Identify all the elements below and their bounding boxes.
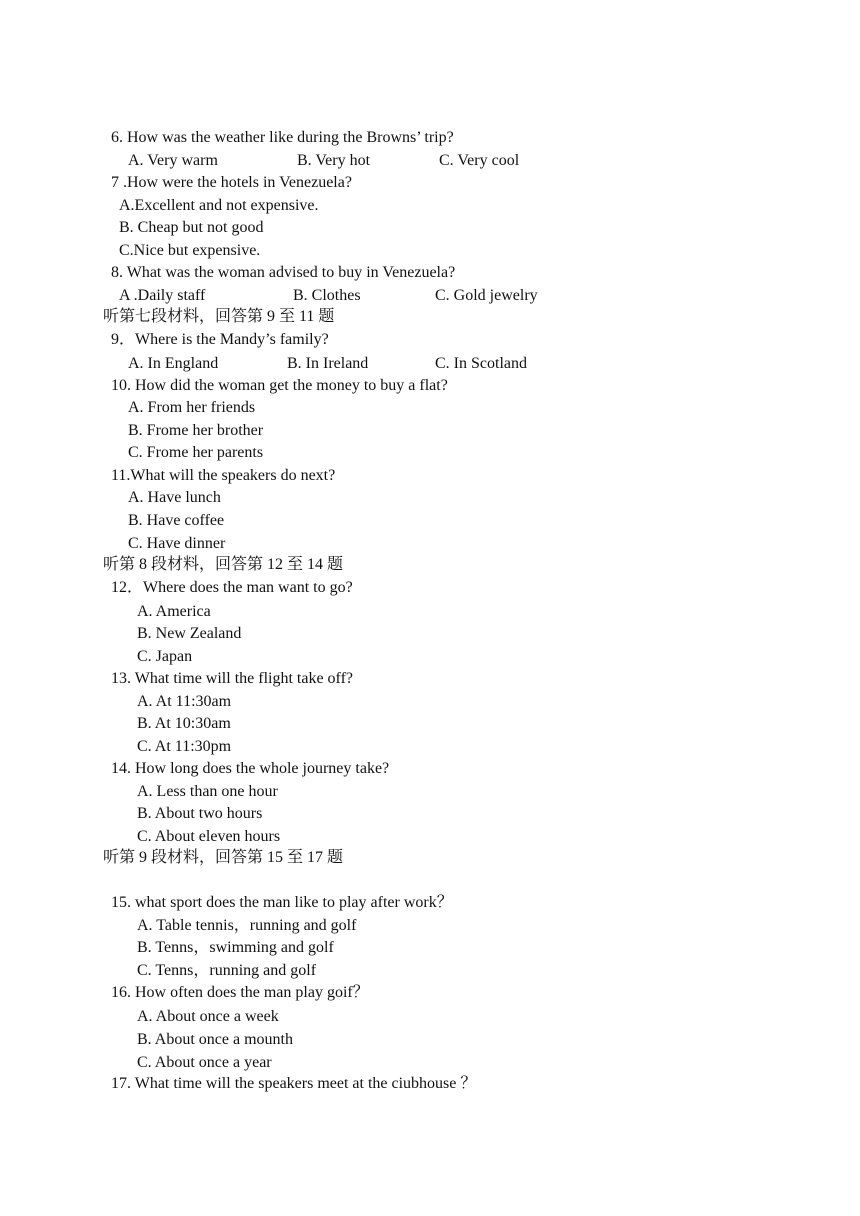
option-12c: C. Japan — [137, 648, 193, 665]
option-8c: C. Gold jewelry — [435, 287, 538, 304]
option-11c: C. Have dinner — [128, 535, 226, 552]
question-13: 13. What time will the flight take off? — [111, 670, 354, 687]
option-6c: C. Very cool — [439, 152, 520, 169]
question-12: 12．Where does the man want to go? — [111, 579, 353, 596]
option-9c: C. In Scotland — [435, 355, 527, 372]
option-16c: C. About once a year — [137, 1054, 272, 1071]
option-10a: A. From her friends — [128, 399, 256, 416]
option-12b: B. New Zealand — [137, 625, 242, 642]
option-10b: B. Frome her brother — [128, 422, 264, 439]
option-14a: A. Less than one hour — [137, 783, 278, 800]
option-11a: A. Have lunch — [128, 489, 221, 506]
question-15: 15. what sport does the man like to play after work？ — [111, 894, 453, 911]
section-heading-9: 听第 9 段材料，回答第 15 至 17 题 — [103, 849, 344, 866]
option-12a: A. America — [137, 603, 211, 620]
option-16a: A. About once a week — [137, 1008, 279, 1025]
option-6a: A. Very warm — [128, 152, 218, 169]
question-14: 14. How long does the whole journey take? — [111, 760, 390, 777]
option-8a: A .Daily staff — [119, 287, 206, 304]
question-11: 11.What will the speakers do next? — [111, 467, 336, 484]
option-9a: A. In England — [128, 355, 219, 372]
question-7: 7 .How were the hotels in Venezuela? — [111, 174, 352, 191]
option-15a: A. Table tennis，running and golf — [137, 917, 357, 934]
section-heading-7: 听第七段材料，回答第 9 至 11 题 — [103, 308, 335, 325]
option-7a: A.Excellent and not expensive. — [119, 197, 319, 214]
option-14c: C. About eleven hours — [137, 828, 281, 845]
option-7b: B. Cheap but not good — [119, 219, 264, 236]
option-8b: B. Clothes — [293, 287, 361, 304]
question-6: 6. How was the weather like during the Browns’ trip? — [111, 129, 454, 146]
option-15c: C. Tenns，running and golf — [137, 962, 317, 979]
option-16b: B. About once a mounth — [137, 1031, 293, 1048]
section-heading-8: 听第 8 段材料，回答第 12 至 14 题 — [103, 556, 344, 573]
option-11b: B. Have coffee — [128, 512, 225, 529]
question-10: 10. How did the woman get the money to buy a flat? — [111, 377, 448, 394]
option-6b: B. Very hot — [297, 152, 371, 169]
option-13a: A. At 11:30am — [137, 693, 232, 710]
option-7c: C.Nice but expensive. — [119, 242, 261, 259]
option-13b: B. At 10:30am — [137, 715, 231, 732]
question-9: 9．Where is the Mandy’s family? — [111, 331, 329, 348]
option-10c: C. Frome her parents — [128, 444, 264, 461]
question-8: 8. What was the woman advised to buy in Venezuela? — [111, 264, 456, 281]
question-17: 17. What time will the speakers meet at the ciubhouse ？ — [111, 1075, 477, 1092]
option-15b: B. Tenns，swimming and golf — [137, 939, 334, 956]
option-14b: B. About two hours — [137, 805, 263, 822]
option-13c: C. At 11:30pm — [137, 738, 232, 755]
question-16: 16. How often does the man play goif？ — [111, 984, 369, 1001]
option-9b: B. In Ireland — [287, 355, 369, 372]
